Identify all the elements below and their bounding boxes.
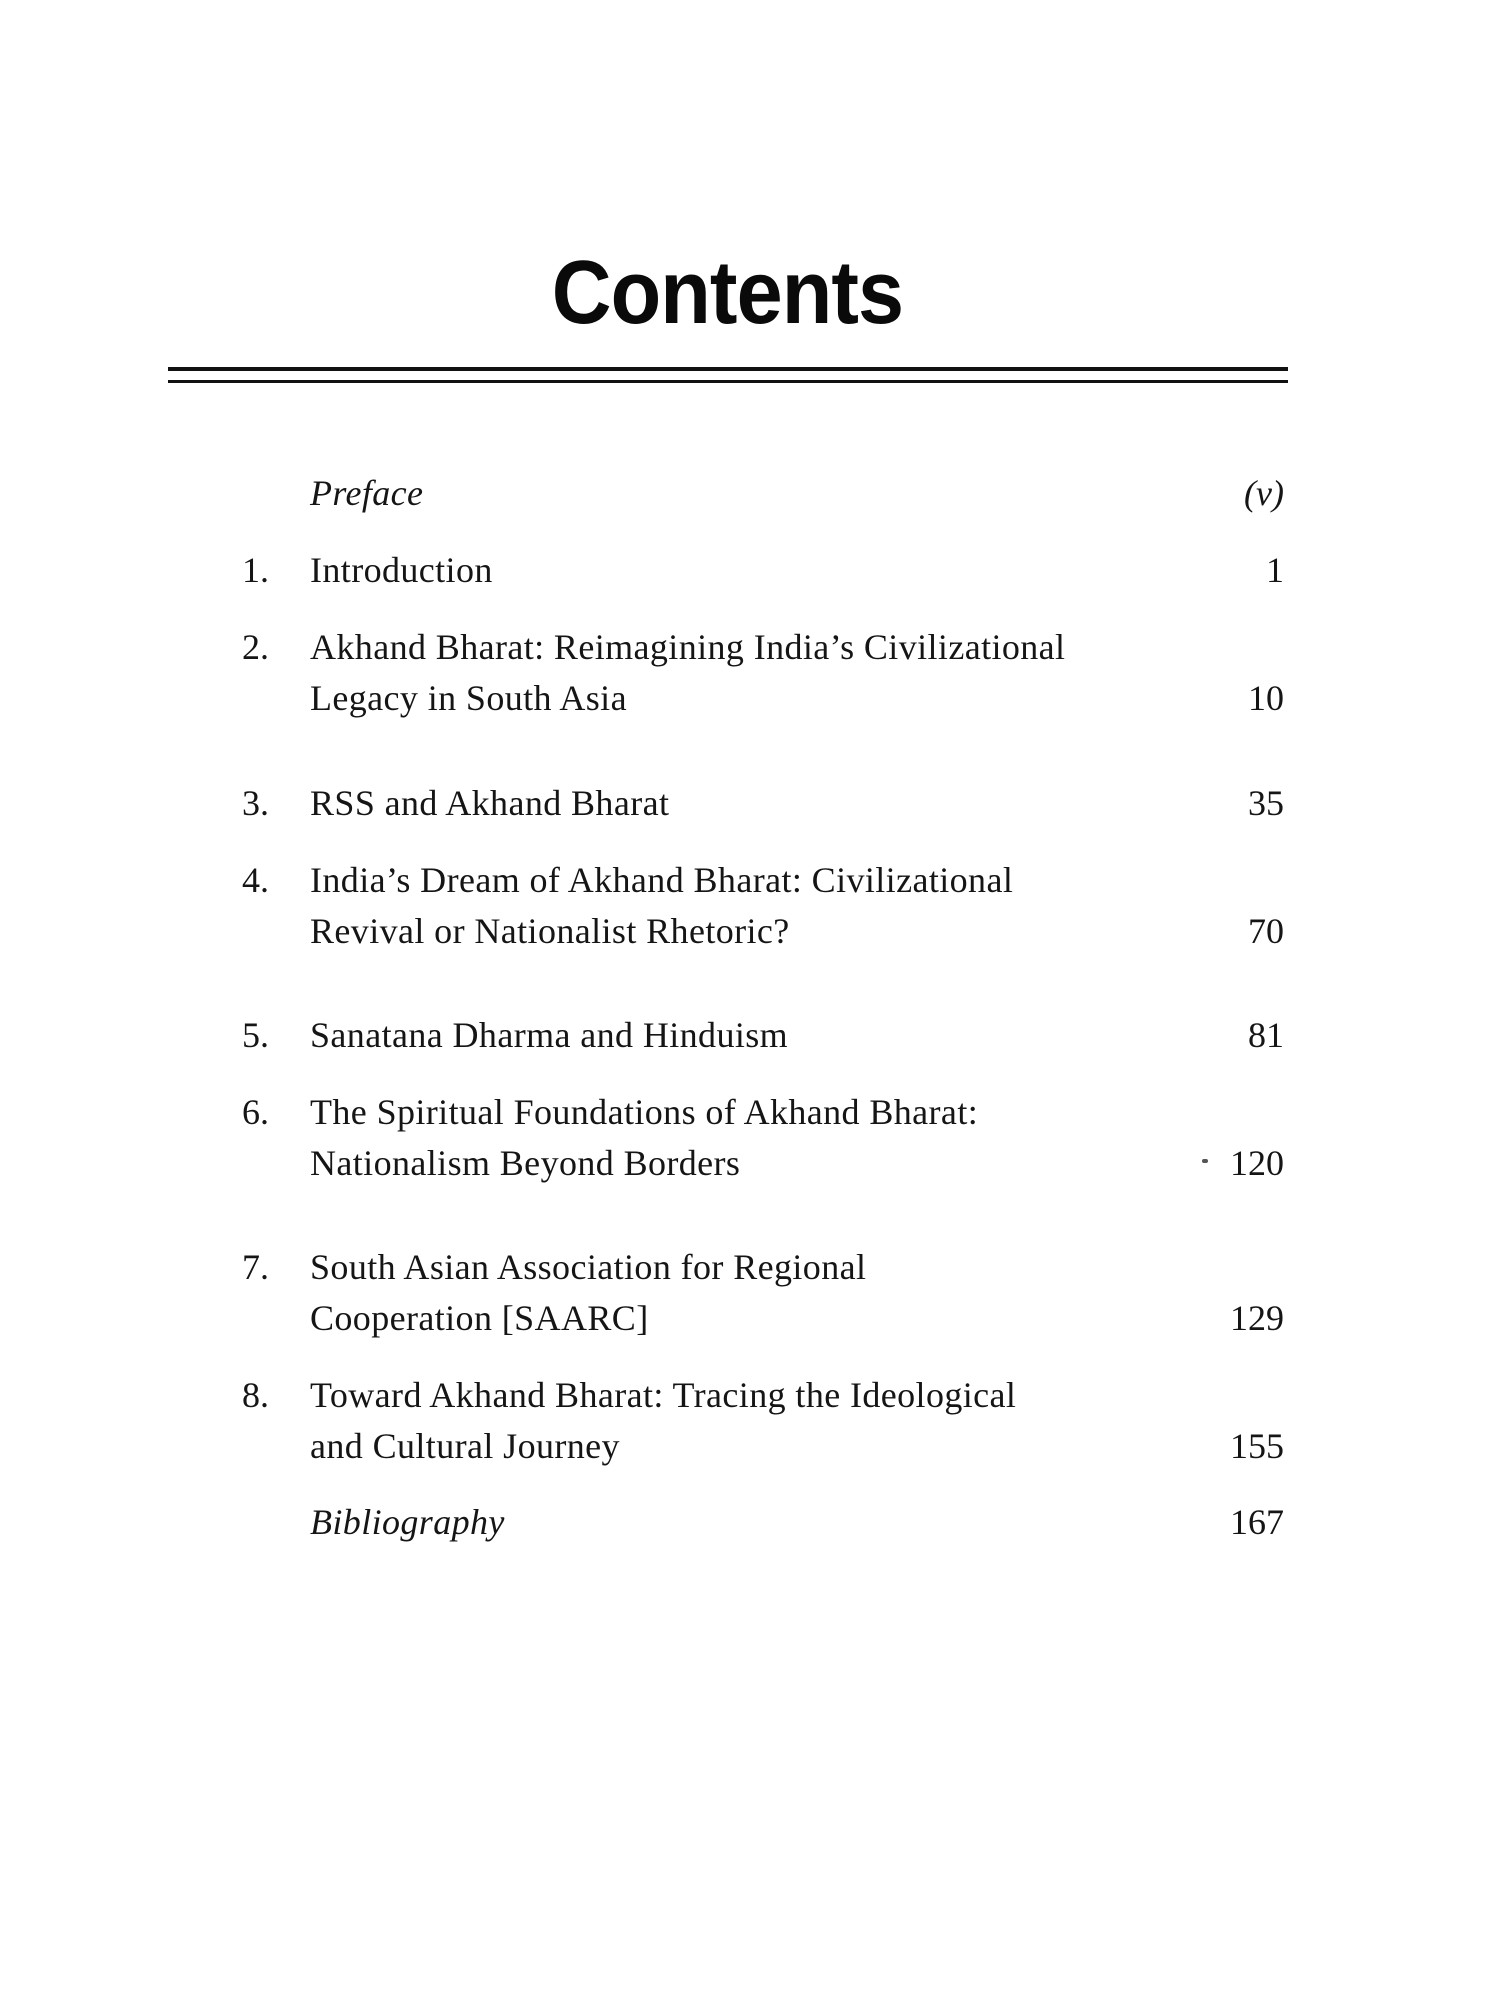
toc-entry-title: [310, 1087, 1210, 1189]
toc-entry-number: 4.: [242, 860, 269, 900]
toc-entry: [0, 855, 1500, 957]
toc-entry-title-line: Preface: [310, 473, 424, 513]
print-speck: [1202, 1159, 1208, 1163]
toc-entry: [0, 622, 1500, 724]
page-title: Contents: [551, 243, 904, 343]
toc-entry-number: 2.: [242, 627, 269, 667]
toc-entry-number: 1.: [242, 550, 269, 590]
toc-entry-page-number: 129: [1230, 1298, 1284, 1338]
toc-entry-page-number: 70: [1248, 911, 1284, 951]
toc-entry: [0, 1497, 1500, 1548]
toc-entry-title: [310, 1497, 1210, 1548]
toc-entry-title-line: Nationalism Beyond Borders: [310, 1143, 741, 1183]
toc-entry-title-line: South Asian Association for Regional: [310, 1247, 867, 1287]
toc-entry-title: [310, 855, 1210, 957]
toc-entry-title-line: Cooperation [SAARC]: [310, 1298, 649, 1338]
toc-entry-title-line: Bibliography: [310, 1502, 505, 1542]
toc-entry-number: 7.: [242, 1247, 269, 1287]
toc-entry-page-number: 155: [1230, 1426, 1284, 1466]
toc-entry: [0, 545, 1500, 596]
toc-entry-page-number: 167: [1230, 1502, 1284, 1542]
toc-entry-title-line: Revival or Nationalist Rhetoric?: [310, 911, 790, 951]
toc-entry-title-line: RSS and Akhand Bharat: [310, 783, 670, 823]
toc-entry-title-line: Legacy in South Asia: [310, 678, 627, 718]
toc-entry-page-number: (v): [1244, 473, 1284, 513]
toc-entry-title-line: Introduction: [310, 550, 493, 590]
toc-entry-title: [310, 1010, 1210, 1061]
toc-entry-page-number: 35: [1248, 783, 1284, 823]
toc-entry-number: 3.: [242, 783, 269, 823]
toc-entry-title-line: and Cultural Journey: [310, 1426, 620, 1466]
toc-entry-title-line: Sanatana Dharma and Hinduism: [310, 1015, 789, 1055]
toc-entry-page-number: 81: [1248, 1015, 1284, 1055]
toc-entry-title: [310, 1370, 1210, 1472]
toc-entry: [0, 468, 1500, 519]
toc-entry-title: [310, 1242, 1210, 1344]
toc-entry-title: [310, 778, 1210, 829]
toc-entry-page-number: 120: [1230, 1143, 1284, 1183]
toc-entry-title: [310, 468, 1210, 519]
toc-entry-number: 8.: [242, 1375, 269, 1415]
toc-entry: [0, 1242, 1500, 1344]
toc-entry: [0, 1370, 1500, 1472]
toc-entry-number: 6.: [242, 1092, 269, 1132]
toc-entry-title-line: Toward Akhand Bharat: Tracing the Ideological: [310, 1375, 1017, 1415]
toc-entry-page-number: 10: [1248, 678, 1284, 718]
toc-entry-title: [310, 545, 1210, 596]
toc-entry: [0, 1087, 1500, 1189]
toc-entry: [0, 1010, 1500, 1061]
toc-entry-title: [310, 622, 1210, 724]
toc-entry: [0, 778, 1500, 829]
toc-entry-title-line: Akhand Bharat: Reimagining India’s Civilizational: [310, 627, 1066, 667]
toc-entry-number: 5.: [242, 1015, 269, 1055]
toc-entry-title-line: The Spiritual Foundations of Akhand Bharat:: [310, 1092, 979, 1132]
toc-entry-page-number: 1: [1266, 550, 1284, 590]
toc-entry-title-line: India’s Dream of Akhand Bharat: Civilizational: [310, 860, 1014, 900]
